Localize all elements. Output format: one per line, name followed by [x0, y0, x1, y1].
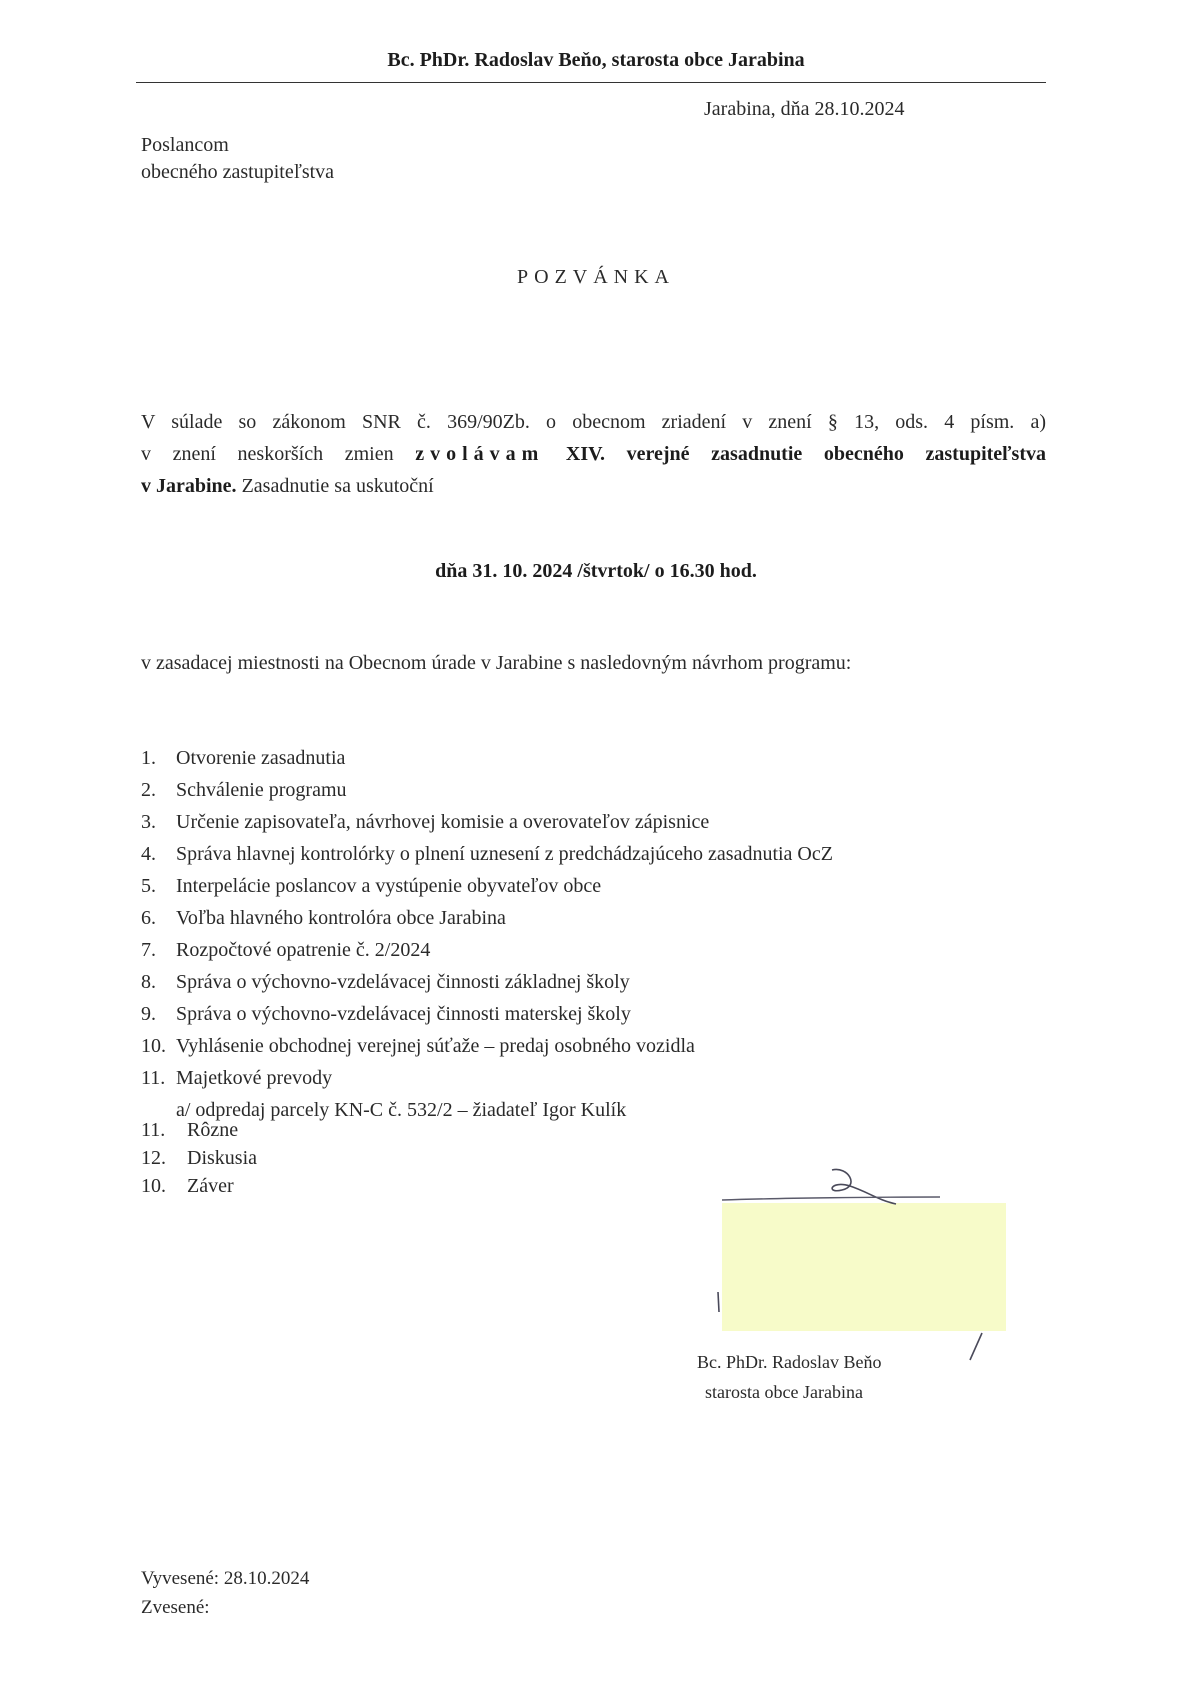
agenda-item-text: Interpelácie poslancov a vystúpenie obyvateľov obce: [176, 875, 602, 897]
agenda-item-text: Schválenie programu: [176, 779, 347, 801]
agenda-item: [141, 742, 833, 774]
intro-line-1: V súlade so zákonom SNR č. 369/90Zb. o obecnom zriadení v znení § 13, ods. 4 písm. a): [141, 411, 1046, 433]
agenda-item-number: 1.: [141, 747, 156, 769]
letterhead-title: Bc. PhDr. Radoslav Beňo, starosta obce Jarabina: [387, 49, 805, 71]
agenda-item-text: Otvorenie zasadnutia: [176, 747, 346, 769]
agenda-item: [141, 1062, 833, 1094]
signer-role: starosta obce Jarabina: [705, 1382, 863, 1402]
signer-block: [697, 1347, 882, 1407]
intro-line-3-plain: Zasadnutie sa uskutoční: [236, 475, 434, 497]
agenda-item: [141, 1116, 257, 1144]
agenda-item-text: Majetkové prevody: [176, 1067, 333, 1089]
agenda-item-number: 7.: [141, 939, 156, 961]
intro-line-2-bold: XIV. verejné zasadnutie obecného zastupiteľstva: [544, 443, 1046, 465]
agenda-sub-item: a/ odpredaj parcely KN-C č. 532/2 – žiadateľ Igor Kulík: [176, 1099, 627, 1121]
agenda-item-text: Diskusia: [187, 1147, 257, 1169]
recipient-line-2: obecného zastupiteľstva: [141, 161, 335, 183]
agenda-item-number: 10.: [141, 1175, 166, 1197]
agenda-item: [141, 806, 833, 838]
date-line: Jarabina, dňa 28.10.2024: [704, 98, 905, 120]
intro-line-3: [141, 470, 1046, 502]
meeting-location: v zasadacej miestnosti na Obecnom úrade v Jarabine s nasledovným návrhom programu:: [141, 652, 852, 674]
agenda-item-number: 5.: [141, 875, 156, 897]
agenda-item: [141, 902, 833, 934]
meeting-date: dňa 31. 10. 2024 /štvrtok/ o 16.30 hod.: [435, 560, 757, 582]
intro-line-3-bold: v Jarabine.: [141, 475, 237, 497]
agenda-item: [141, 998, 833, 1030]
agenda-item-number: 11.: [141, 1067, 166, 1089]
agenda-item-text: Správa o výchovno-vzdelávacej činnosti základnej školy: [176, 971, 630, 993]
agenda-item-number: 8.: [141, 971, 156, 993]
agenda-item-text: Voľba hlavného kontrolóra obce Jarabina: [176, 907, 506, 929]
signer-name: Bc. PhDr. Radoslav Beňo: [697, 1352, 882, 1372]
intro-line-2-spaced: zvolávam: [415, 443, 545, 465]
intro-line-2: [141, 438, 1046, 470]
agenda-item: [141, 1144, 257, 1172]
agenda-item: [141, 934, 833, 966]
agenda-item-text: Rozpočtové opatrenie č. 2/2024: [176, 939, 431, 961]
agenda-item-number: 10.: [141, 1035, 166, 1057]
agenda-item-text: Určenie zapisovateľa, návrhovej komisie a overovateľov zápisnice: [176, 811, 710, 833]
document-title: POZVÁNKA: [517, 266, 675, 288]
agenda-item: [141, 1030, 833, 1062]
agenda-item-text: Správa hlavnej kontrolórky o plnení uznesení z predchádzajúceho zasadnutia OcZ: [176, 843, 833, 865]
agenda-item-text: Záver: [187, 1175, 234, 1197]
removed-date: Zvesené:: [141, 1597, 210, 1618]
agenda-item: [141, 1172, 257, 1200]
letterhead-rule: [136, 82, 1046, 83]
agenda-item-number: 12.: [141, 1147, 166, 1169]
agenda-item-number: 6.: [141, 907, 156, 929]
agenda-item-number: 3.: [141, 811, 156, 833]
recipient-block: [141, 132, 334, 186]
agenda-item-number: 4.: [141, 843, 156, 865]
agenda-list-end: [141, 1116, 257, 1200]
agenda-item: [141, 870, 833, 902]
agenda-item: [141, 774, 833, 806]
posted-date: Vyvesené: 28.10.2024: [141, 1568, 310, 1589]
agenda-item-number: 9.: [141, 1003, 156, 1025]
agenda-item: [141, 966, 833, 998]
agenda-item-text: Rôzne: [187, 1119, 239, 1141]
agenda-item-number: 11.: [141, 1119, 166, 1141]
agenda-list: [141, 742, 833, 1126]
agenda-item-text: Vyhlásenie obchodnej verejnej súťaže – predaj osobného vozidla: [176, 1035, 695, 1057]
recipient-line-1: Poslancom: [141, 134, 229, 156]
agenda-item: [141, 838, 833, 870]
footer-block: [141, 1564, 309, 1622]
intro-line-2-plain: v znení neskorších zmien: [141, 443, 416, 465]
intro-paragraph: [141, 406, 1046, 502]
agenda-item-number: 2.: [141, 779, 156, 801]
agenda-item-text: Správa o výchovno-vzdelávacej činnosti materskej školy: [176, 1003, 631, 1025]
